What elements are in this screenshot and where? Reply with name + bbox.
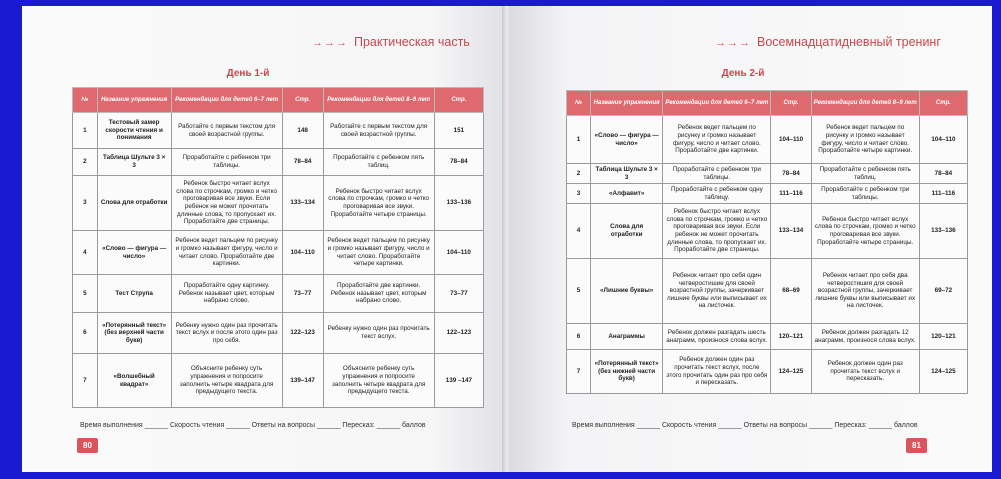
table-cell: Ребенок должен разгадать шесть анаграмм, произнося слова вслух. (663, 324, 771, 350)
day-title: День 1-й (226, 68, 270, 79)
exercise-table (566, 90, 968, 394)
table-cell: 78–84 (434, 149, 483, 176)
table-row (567, 184, 968, 204)
table-cell: Проработайте две картинки. Ребенок называет цвет, которым набрано слово. (323, 275, 434, 313)
table-cell: Ребенок быстро читает вслух слова по строчкам, громко и четко проговаривая все звуки. Если ребенок не может прочитать длинные слова, то пропускает их. Проработайте две страницы. (663, 204, 771, 259)
table-cell: Ребенок быстро читает вслух слова по строчкам, громко и четко проговаривая все звуки. Проработайте четыре страницы. (323, 176, 434, 231)
table-cell: 133–134 (771, 204, 811, 259)
table-cell: Ребенку нужно один раз прочитать текст вслух и после этого один раз про себя. (171, 313, 282, 354)
table-cell: «Слово — фигура — число» (591, 116, 663, 164)
running-title: Восемнадцатидневный тренинг (757, 35, 941, 49)
table-cell: «Алфавит» (591, 184, 663, 204)
table-row (567, 204, 968, 259)
table-cell: Ребенок должен один раз прочитать текст вслух и пересказать. (811, 350, 919, 394)
table-cell: Работайте с первым текстом для своей возрастной группы. (171, 113, 282, 149)
table-cell: 68–69 (771, 259, 811, 324)
table-cell: Проработайте с ребенком пять таблиц. (323, 149, 434, 176)
table-cell: «Потерянный текст» (без нижней части букв) (591, 350, 663, 394)
exercise-table (72, 87, 484, 408)
running-title: Практическая часть (354, 35, 470, 49)
column-header: Рекомендации для детей 8–9 лет (323, 88, 434, 113)
table-cell: Тестовый замер скорости чтения и понимания (97, 113, 171, 149)
column-header: Рекомендации для детей 8–9 лет (811, 91, 919, 116)
table-row (567, 164, 968, 184)
table-cell: 4 (567, 204, 591, 259)
page-number: 81 (906, 438, 927, 453)
table-cell: Ребенок читает про себя два четверостишия для своей возрастной группы, зачеркивает лишние буквы или выписывает их на листочек. (811, 259, 919, 324)
table-cell: 78–84 (919, 164, 967, 184)
table-cell: 133–136 (434, 176, 483, 231)
table-cell: Слова для отработки (97, 176, 171, 231)
arrows-icon: →→→ (312, 37, 348, 49)
table-cell: Ребенок должен один раз прочитать текст вслух, после этого прочитать один раз про себя и пересказать. (663, 350, 771, 394)
column-header: Рекомендации для детей 6–7 лет (663, 91, 771, 116)
table-cell: Ребенок быстро читает вслух слова по строчкам, громко и четко проговаривая все звуки. Проработайте четыре страницы. (811, 204, 919, 259)
table-cell: 151 (434, 113, 483, 149)
table-cell: Ребенок ведет пальцем по рисунку и громко называет фигуру, число и читает слово. Проработайте две картинки. (171, 231, 282, 275)
table-row (73, 149, 484, 176)
table-cell: Проработайте с ребенком три таблицы. (811, 184, 919, 204)
table-cell: Ребенок ведет пальцем по рисунку и громко называет фигуру, число и читает слово. Проработайте две картинки. (663, 116, 771, 164)
table-cell: 2 (73, 149, 98, 176)
table-cell: Ребенку нужно один раз прочитать текст вслух. (323, 313, 434, 354)
column-header: Стр. (919, 91, 967, 116)
table-cell: 69–72 (919, 259, 967, 324)
table-cell: 122–123 (434, 313, 483, 354)
table-cell: Работайте с первым текстом для своей возрастной группы. (323, 113, 434, 149)
table-row (73, 275, 484, 313)
table-cell: Ребенок ведет пальцем по рисунку и громко называет фигуру, число и читает слово. Проработайте четыре картинки. (811, 116, 919, 164)
table-row (73, 354, 484, 408)
table-cell: Объясните ребенку суть упражнения и попросите заполнить четыре квадрата для предыдущего текста. (171, 354, 282, 408)
running-header (715, 35, 941, 49)
table-cell: 111–116 (919, 184, 967, 204)
table-cell: 120–121 (771, 324, 811, 350)
table-cell: 104–110 (919, 116, 967, 164)
table-cell: 5 (567, 259, 591, 324)
running-header (312, 35, 470, 49)
table-cell: 7 (567, 350, 591, 394)
table-row (567, 259, 968, 324)
column-header: № (73, 88, 98, 113)
table-cell: 6 (567, 324, 591, 350)
table-cell: Ребенок ведет пальцем по рисунку и громко называет фигуру, число и читает слово. Проработайте четыре картинки. (323, 231, 434, 275)
table-cell: 104–110 (434, 231, 483, 275)
left-page (22, 6, 504, 472)
table-row (567, 350, 968, 394)
table-cell: Слова для отработки (591, 204, 663, 259)
column-header: Стр. (771, 91, 811, 116)
table-cell: 4 (73, 231, 98, 275)
table-cell: 120–121 (919, 324, 967, 350)
column-header: № (567, 91, 591, 116)
day-title: День 2-й (721, 68, 765, 79)
table-row (567, 324, 968, 350)
table-cell: 73–77 (434, 275, 483, 313)
results-footer: Время выполнения ______ Скорость чтения ______ Ответы на вопросы ______ Пересказ: ______ баллов (80, 422, 426, 429)
table-cell: 124–125 (919, 350, 967, 394)
table-cell: 122–123 (282, 313, 323, 354)
table-cell: 104–110 (771, 116, 811, 164)
table-row (73, 231, 484, 275)
column-header: Рекомендации для детей 6–7 лет (171, 88, 282, 113)
page-number: 80 (77, 438, 98, 453)
table-cell: «Лишние буквы» (591, 259, 663, 324)
table-cell: 133–134 (282, 176, 323, 231)
table-cell: Тест Струпа (97, 275, 171, 313)
table-cell: 73–77 (282, 275, 323, 313)
table-cell: Таблица Шульте 3 × 3 (591, 164, 663, 184)
table-cell: Таблица Шульте 3 × 3 (97, 149, 171, 176)
table-cell: Объясните ребенку суть упражнения и попросите заполнить четыре квадрата для предыдущего текста. (323, 354, 434, 408)
table-row (73, 176, 484, 231)
column-header: Название упражнения (97, 88, 171, 113)
table-row (567, 116, 968, 164)
table-cell: Проработайте одну картинку. Ребенок называет цвет, которым набрано слово. (171, 275, 282, 313)
table-row (73, 313, 484, 354)
table-cell: 104–110 (282, 231, 323, 275)
table-cell: «Слово — фигура — число» (97, 231, 171, 275)
table-cell: 2 (567, 164, 591, 184)
table-cell: «Волшебный квадрат» (97, 354, 171, 408)
table-cell: 6 (73, 313, 98, 354)
arrows-icon: →→→ (715, 37, 751, 49)
table-cell: 7 (73, 354, 98, 408)
table-cell: 133–136 (919, 204, 967, 259)
column-header: Стр. (282, 88, 323, 113)
table-row (73, 113, 484, 149)
table-cell: Проработайте с ребенком пять таблиц. (811, 164, 919, 184)
table-cell: 1 (73, 113, 98, 149)
table-cell: 78–84 (771, 164, 811, 184)
table-cell: 111–116 (771, 184, 811, 204)
table-cell: Ребенок должен разгадать 12 анаграмм, произнося слова вслух. (811, 324, 919, 350)
table-cell: Проработайте с ребенком три таблицы. (171, 149, 282, 176)
table-cell: 139–147 (282, 354, 323, 408)
table-cell: 148 (282, 113, 323, 149)
right-page (510, 6, 992, 472)
table-cell: «Потерянный текст» (без верхней части букв) (97, 313, 171, 354)
column-header: Название упражнения (591, 91, 663, 116)
column-header: Стр. (434, 88, 483, 113)
table-cell: Проработайте с ребенком три таблицы. (663, 164, 771, 184)
table-cell: Ребенок читает про себя один четверостишие для своей возрастной группы, зачеркивает лишние буквы или выписывает их на листочек. (663, 259, 771, 324)
table-cell: 3 (73, 176, 98, 231)
table-cell: 124–125 (771, 350, 811, 394)
table-cell: 5 (73, 275, 98, 313)
results-footer: Время выполнения ______ Скорость чтения ______ Ответы на вопросы ______ Пересказ: ______ баллов (572, 422, 918, 429)
table-cell: 139 –147 (434, 354, 483, 408)
table-cell: 78–84 (282, 149, 323, 176)
table-cell: Анаграммы (591, 324, 663, 350)
table-cell: Ребенок быстро читает вслух слова по строчкам, громко и четко проговаривая все звуки. Если ребенок не может прочитать длинные слова, то пропускает их. Проработайте две страницы. (171, 176, 282, 231)
table-cell: 3 (567, 184, 591, 204)
table-cell: 1 (567, 116, 591, 164)
book-spread (22, 6, 992, 472)
table-cell: Проработайте с ребенком одну таблицу. (663, 184, 771, 204)
